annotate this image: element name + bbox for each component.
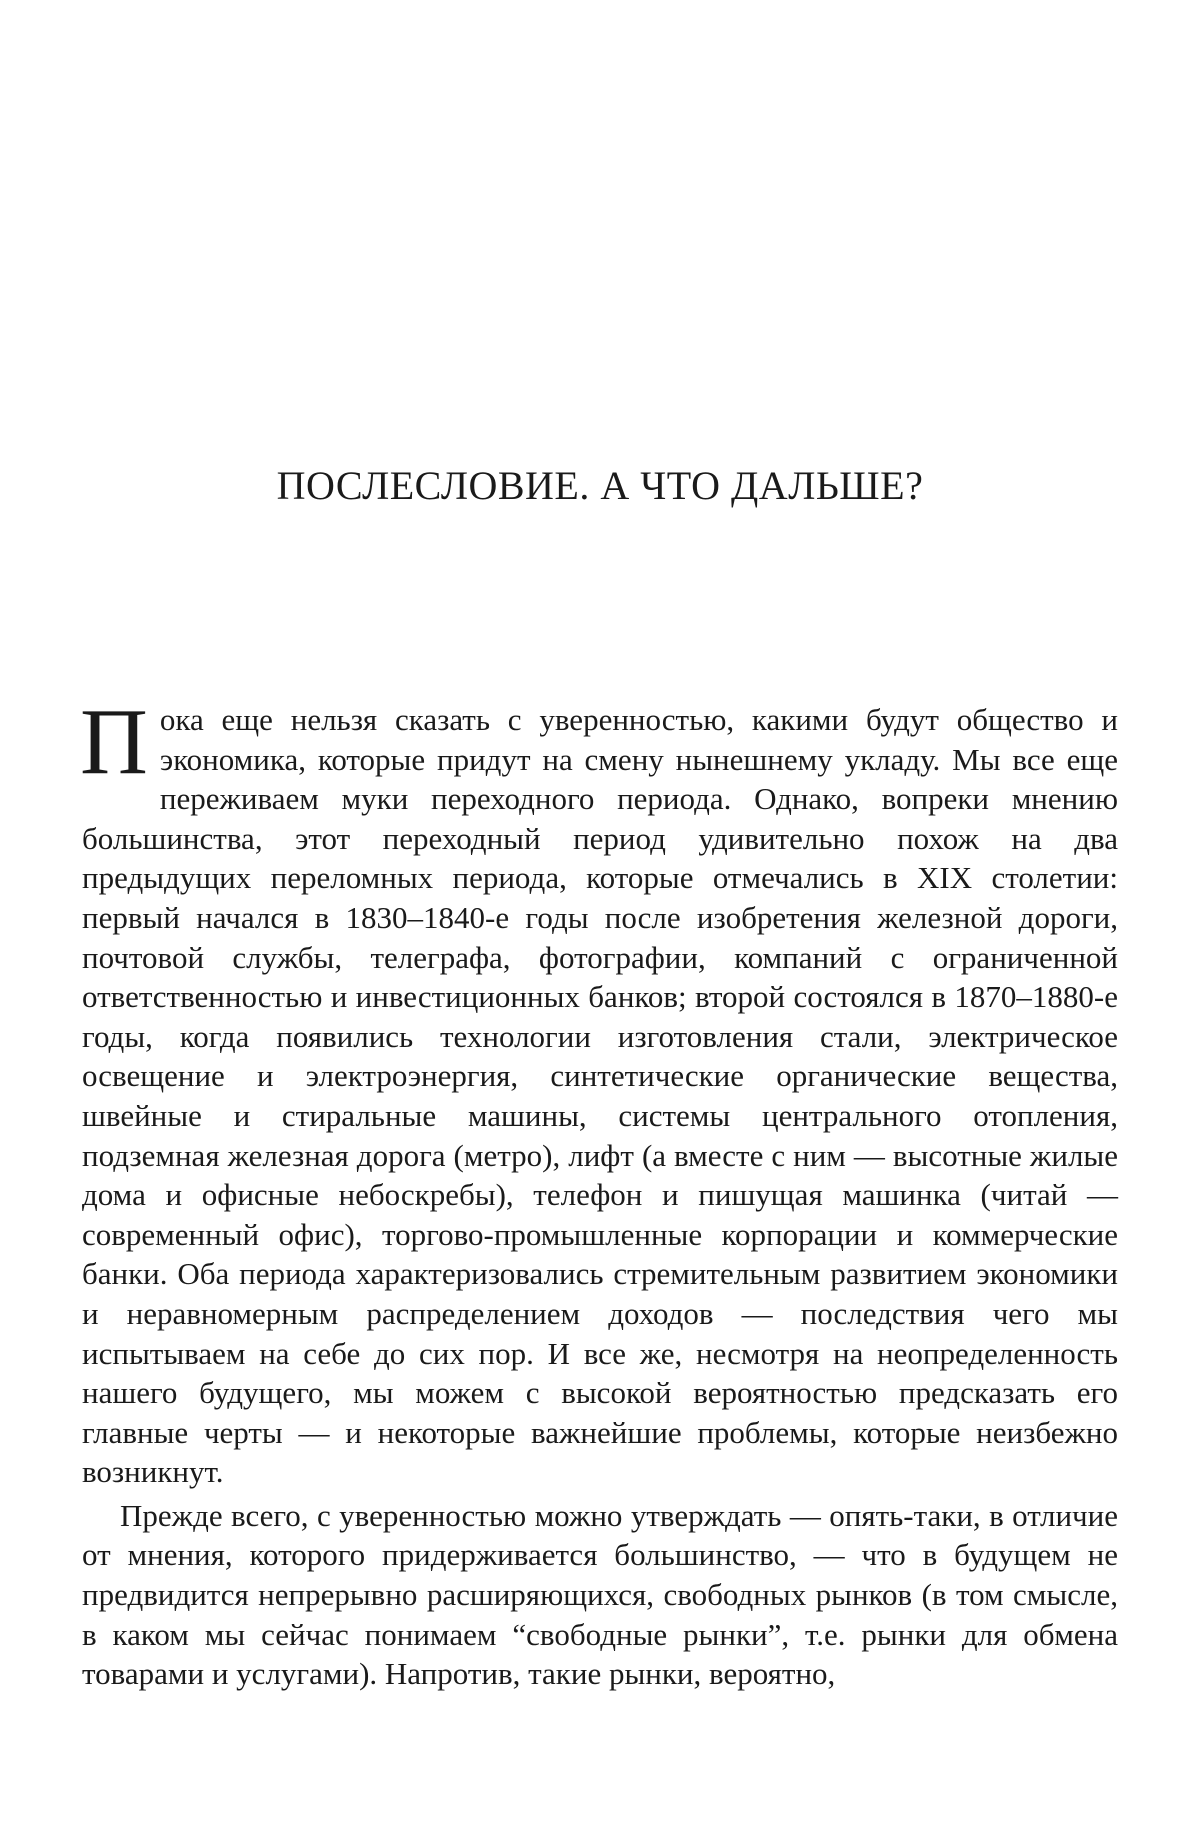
drop-cap: П	[80, 690, 148, 794]
paragraph-2	[82, 1496, 1118, 1694]
body-text	[80, 690, 1118, 1694]
paragraph-1	[80, 690, 1118, 1492]
paragraph-2-text: Прежде всего, с уверенностью можно утверждать — опять-таки, в отличие от мнения, которого придерживается большинство, — что в будущем не предвидится непрерывно расширяющихся, свободных рынков (в том смысле, в каком мы сейчас понимаем “свободные рынки”, т.е. рынки для обмена товарами и услугами). Напротив, такие рынки, вероятно,	[82, 1497, 1118, 1692]
paragraph-1-text: ока еще нельзя сказать с уверенностью, какими будут общество и экономика, которые придут на смену нынешнему укладу. Мы все еще переживаем муки переходного периода. Однако, вопреки мнению большинства, этот переходный период удивительно похож на два предыдущих переломных периода, которые отмечались в XIX столетии: первый начался в 1830–1840-е годы после изобретения железной дороги, почтовой службы, телеграфа, фотографии, компаний с ограниченной ответственностью и инвестиционных банков; второй состоялся в 1870–1880-е годы, когда появились технологии изготовления стали, электрическое освещение и электроэнергия, синтетические органические вещества, швейные и стиральные машины, системы центрального отопления, подземная железная дорога (метро), лифт (а вместе с ним — высотные жилые дома и офисные небоскребы), телефон и пишущая машинка (читай — современный офис), торгово-промышленные корпорации и коммерческие банки. Оба периода характеризовались стремительным развитием экономики и неравномерным распределением доходов — последствия чего мы испытываем на себе до сих пор. И все же, несмотря на неопределенность нашего будущего, мы можем с высокой вероятностью предсказать его главные черты — и некоторые важнейшие проблемы, которые неизбежно возникнут.	[82, 702, 1118, 1490]
chapter-title: ПОСЛЕСЛОВИЕ. А ЧТО ДАЛЬШЕ?	[276, 463, 924, 508]
